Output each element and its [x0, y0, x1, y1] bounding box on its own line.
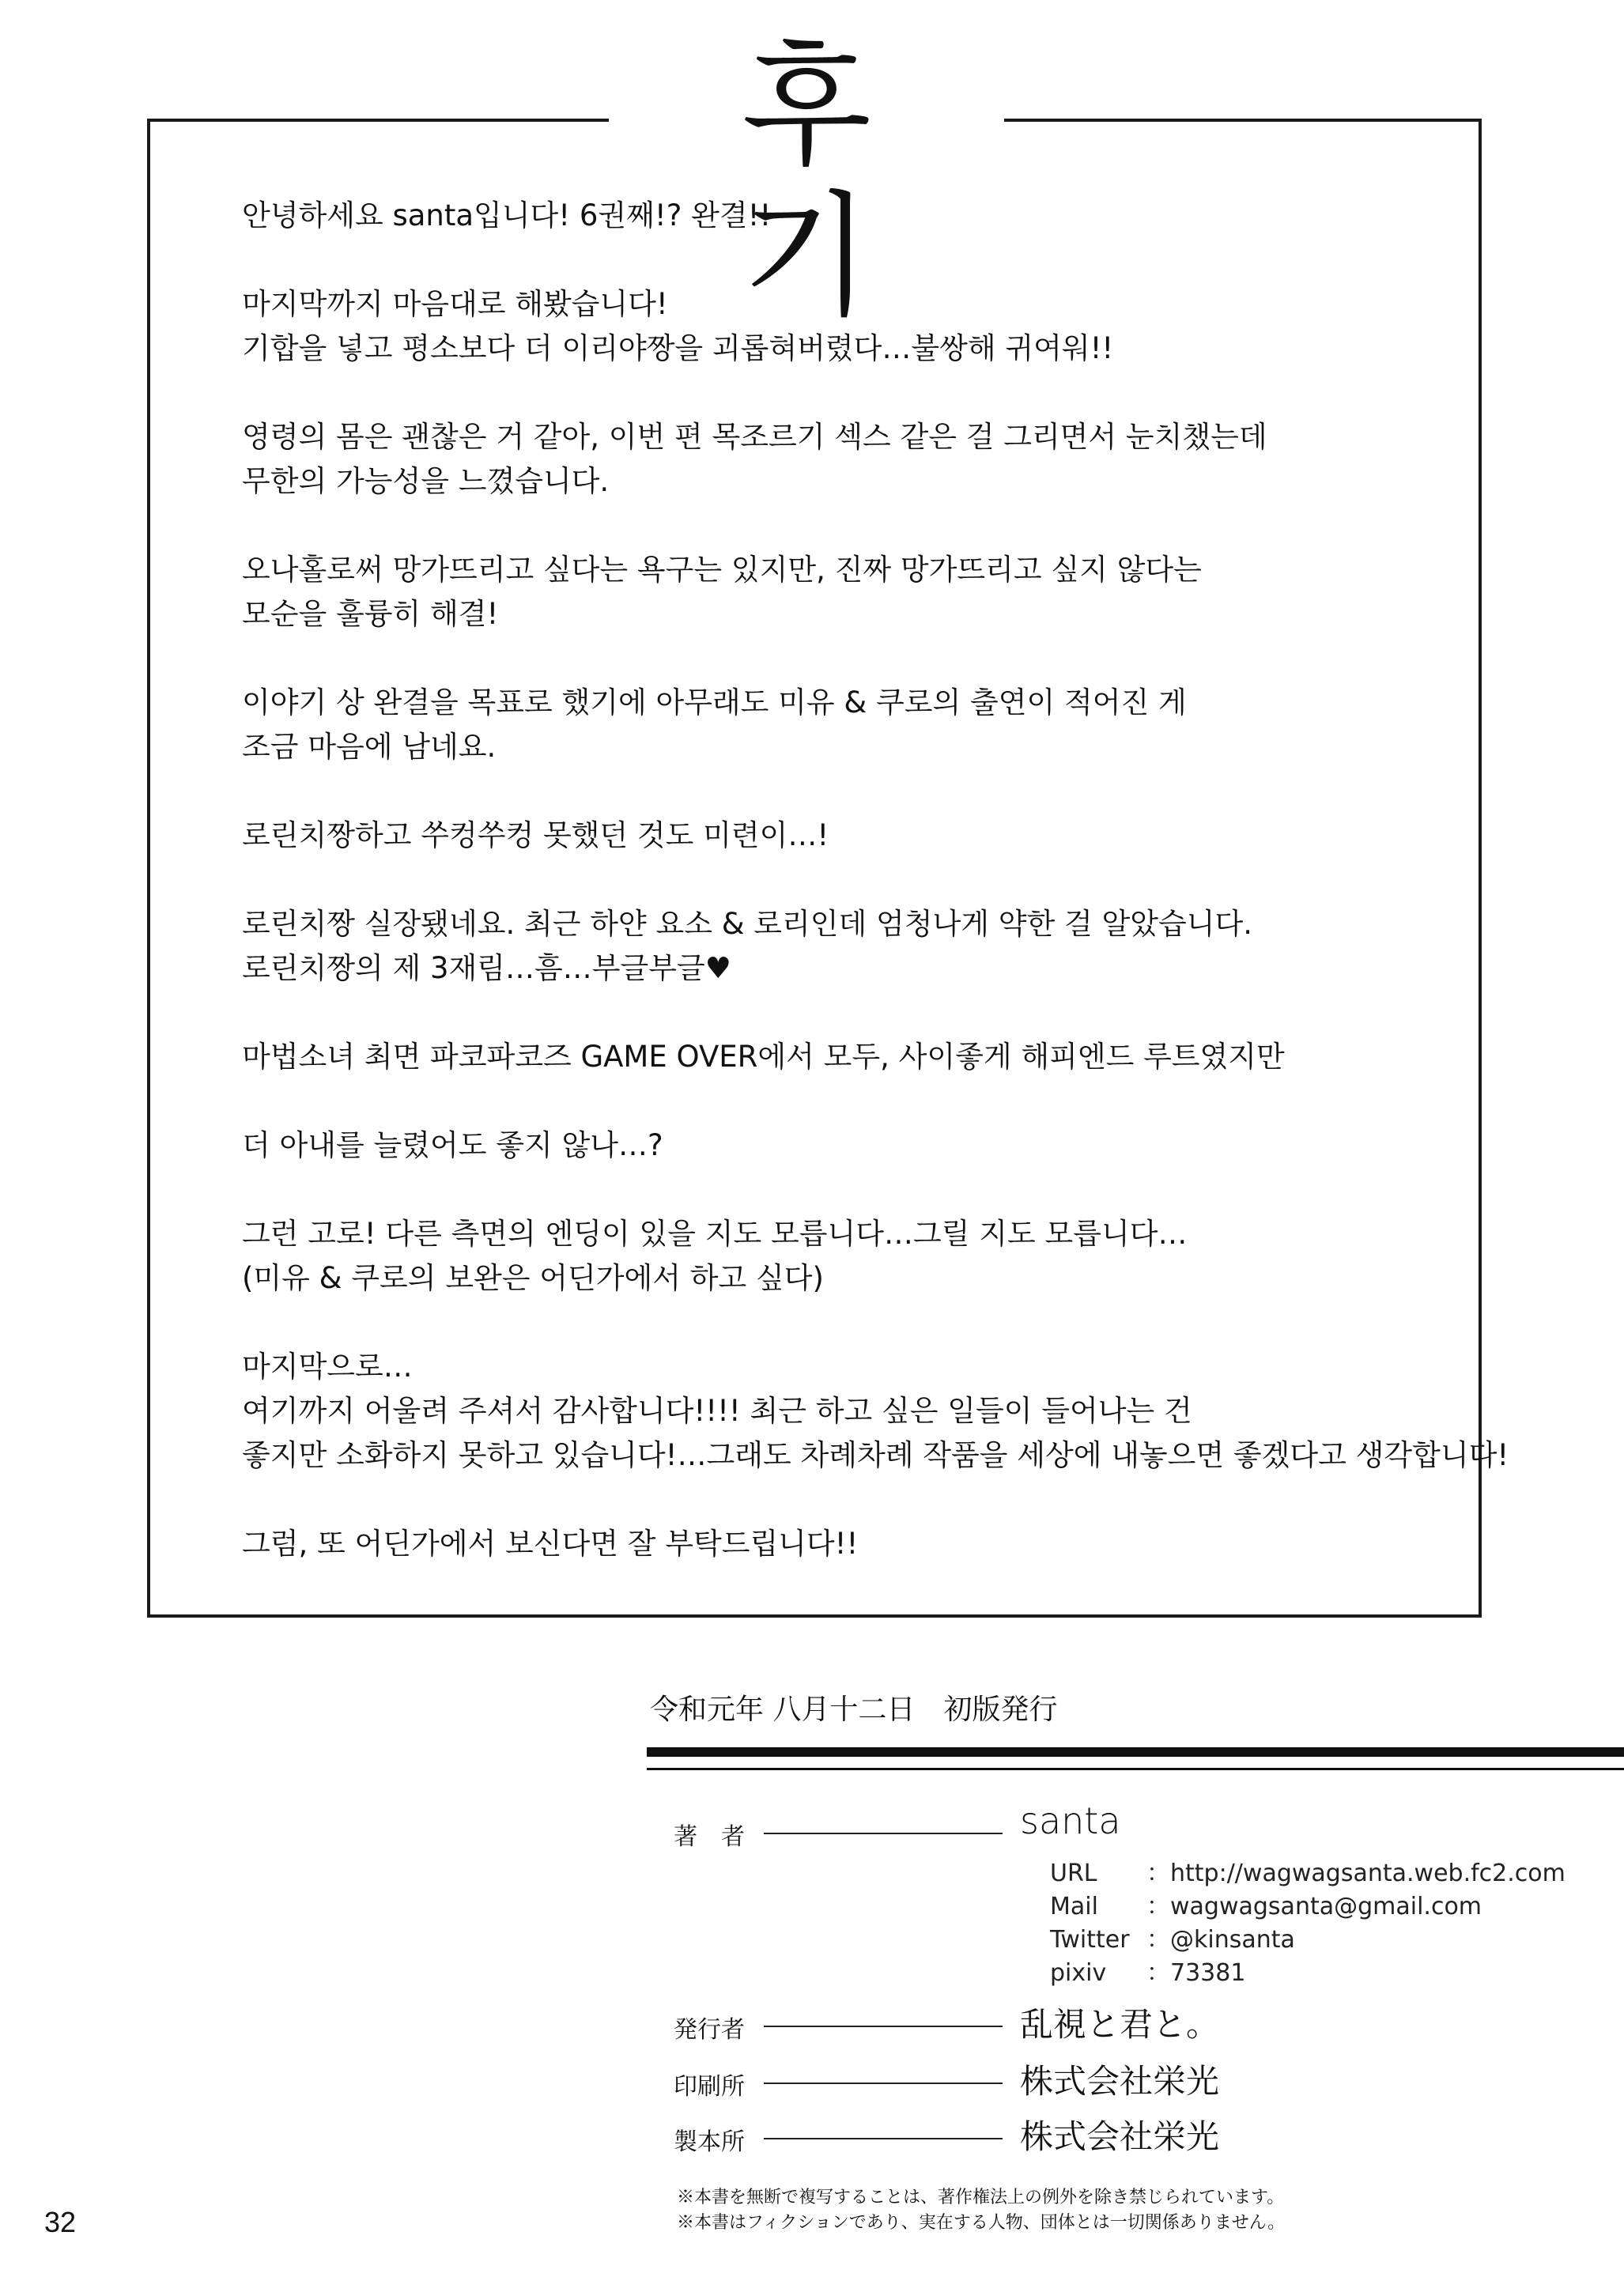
legal-notes: [677, 2185, 1285, 2236]
paragraph: [242, 194, 1444, 238]
text-line: 마지막으로…: [242, 1350, 413, 1384]
contact-mail: Mail ：wagwagsanta@gmail.com: [1050, 1893, 1482, 1920]
text-line: 무한의 가능성을 느꼈습니다.: [242, 464, 610, 498]
author-name: santa: [1020, 1799, 1121, 1842]
page-title: 후 기: [741, 28, 927, 335]
text-line: 여기까지 어울려 주셔서 감사합니다!!!! 최근 하고 싶은 일들이 들어나는 건: [242, 1394, 1192, 1428]
printer-name: 株式会社栄光: [1020, 2062, 1220, 2101]
printer-leader-line: [764, 2083, 1003, 2084]
author-label: 著 者: [674, 1823, 745, 1851]
paragraph: [242, 415, 1444, 504]
page-number: 32: [44, 2206, 77, 2238]
text-line: 로린치짱 실장됐네요. 최근 하얀 요소 & 로리인데 엄청나게 약한 걸 알았습니다.: [242, 907, 1252, 941]
binder-name: 株式会社栄光: [1020, 2117, 1220, 2156]
publisher-name: 乱視と君と。: [1020, 2005, 1220, 2044]
afterword-body: [242, 194, 1509, 1611]
text-line: 오나홀로써 망가뜨리고 싶다는 욕구는 있지만, 진짜 망가뜨리고 싶지 않다는: [242, 553, 1202, 587]
title-box: [609, 28, 1004, 335]
binder-leader-line: [764, 2138, 1003, 2139]
paragraph: [242, 681, 1444, 769]
paragraph: [242, 902, 1444, 991]
text-line: 조금 마음에 남네요.: [242, 730, 497, 764]
binder-label: 製本所: [674, 2128, 745, 2156]
text-line: 영령의 몸은 괜찮은 거 같아, 이번 편 목조르기 섹스 같은 걸 그리면서 눈치챘는데: [242, 420, 1267, 454]
paragraph: [242, 548, 1444, 636]
text-line: 마지막까지 마음대로 해봤습니다!: [242, 287, 668, 321]
text-line: 로린치짱하고 쑤컹쑤컹 못했던 것도 미련이…!: [242, 818, 829, 852]
contact-twitter: Twitter ：@kinsanta: [1050, 1926, 1295, 1954]
text-line: 좋지만 소화하지 못하고 있습니다!…그래도 차례차례 작품을 세상에 내놓으면 좋겠다고 생각합니다!: [242, 1438, 1509, 1472]
contact-url: URL ：http://wagwagsanta.web.fc2.com: [1050, 1860, 1565, 1887]
author-leader-line: [764, 1833, 1003, 1834]
text-line: 모순을 훌륭히 해결!: [242, 597, 499, 631]
text-line: 마법소녀 최면 파코파코즈 GAME OVER에서 모두, 사이좋게 해피엔드 루트였지만: [242, 1040, 1285, 1074]
publication-date: 令和元年 八月十二日 初版発行: [650, 1694, 1058, 1726]
paragraph: [242, 282, 1444, 371]
publisher-label: 発行者: [674, 2016, 745, 2044]
legal-note: ※本書を無断で複写することは、著作権法上の例外を除き禁じられています。: [677, 2188, 1285, 2207]
legal-note: ※本書はフィクションであり、実在する人物、団体とは一切関係ありません。: [677, 2213, 1286, 2233]
divider-thick: [647, 1747, 1624, 1757]
contact-pixiv: pixiv ：73381: [1050, 1959, 1246, 1987]
paragraph: [242, 1212, 1444, 1301]
paragraph: [242, 1123, 1444, 1168]
publisher-leader-line: [764, 2026, 1003, 2027]
text-line: 더 아내를 늘렸어도 좋지 않나…?: [242, 1128, 663, 1162]
text-line: 이야기 상 완결을 목표로 했기에 아무래도 미유 & 쿠로의 출연이 적어진 게: [242, 685, 1187, 719]
paragraph: [242, 1522, 1444, 1566]
divider-thin: [647, 1768, 1624, 1770]
text-line: (미유 & 쿠로의 보완은 어딘가에서 하고 싶다): [242, 1261, 824, 1295]
paragraph: [242, 1345, 1509, 1478]
text-line: 그럼, 또 어딘가에서 보신다면 잘 부탁드립니다!!: [242, 1527, 859, 1561]
text-line: 안녕하세요 santa입니다! 6권째!? 완결!!: [242, 198, 772, 232]
text-line: 로린치짱의 제 3재림…흠…부글부글♥: [242, 951, 731, 985]
text-line: 기합을 넣고 평소보다 더 이리야짱을 괴롭혀버렸다…불쌍해 귀여워!!: [242, 331, 1114, 365]
paragraph: [242, 1035, 1444, 1079]
printer-label: 印刷所: [674, 2073, 745, 2101]
paragraph: [242, 814, 1444, 858]
text-line: 그런 고로! 다른 측면의 엔딩이 있을 지도 모릅니다…그릴 지도 모릅니다…: [242, 1217, 1188, 1251]
